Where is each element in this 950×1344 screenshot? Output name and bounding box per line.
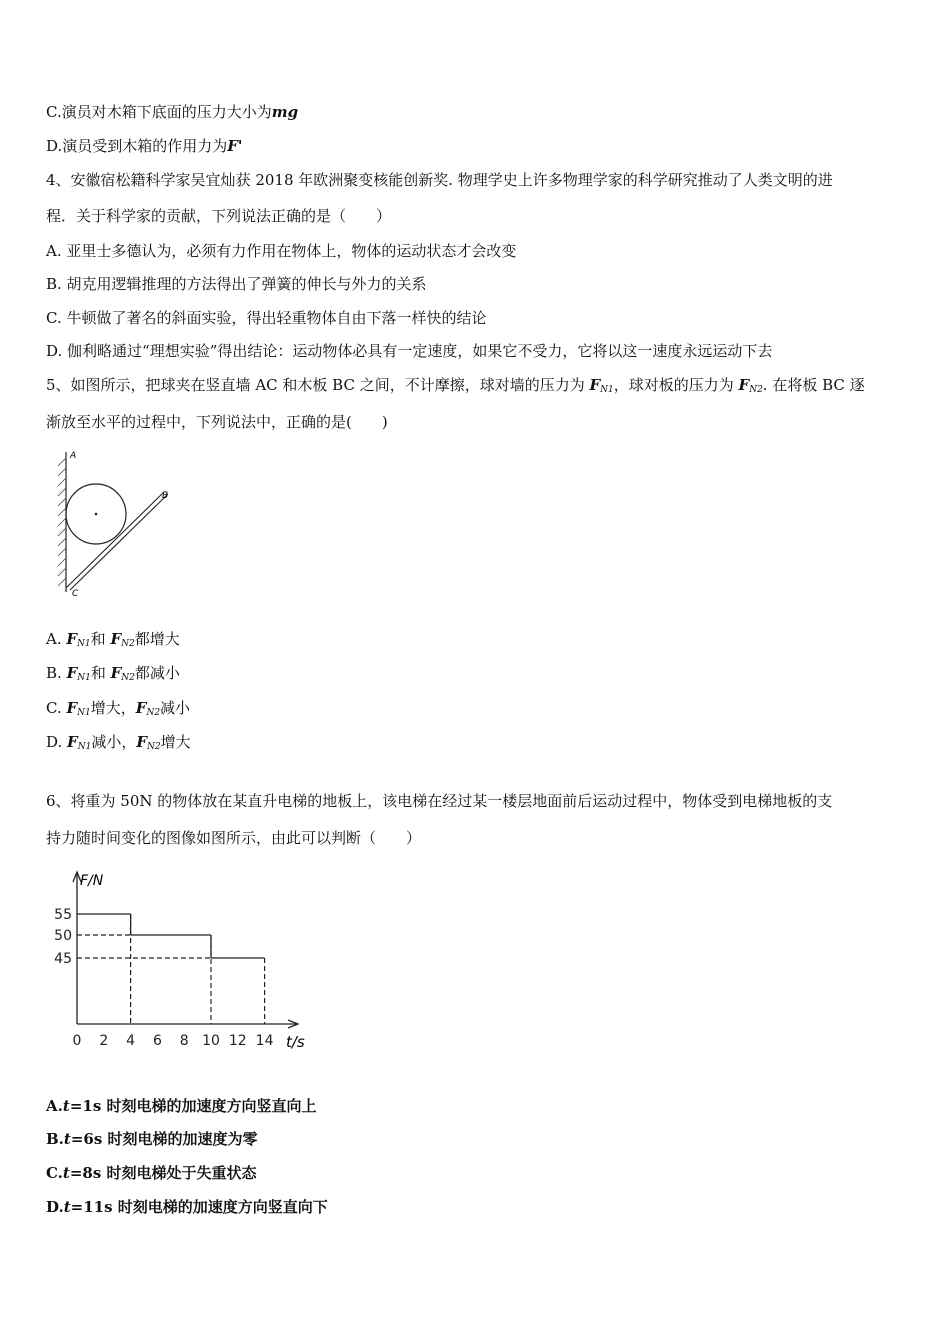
- q4-stem-line2: 程．关于科学家的贡献，下列说法正确的是（ ）: [46, 207, 392, 225]
- y-tick-label: 55: [54, 907, 72, 923]
- x-tick-label: 14: [255, 1033, 274, 1049]
- wall-hatching: [58, 452, 66, 592]
- q5-stem-line2: 渐放至水平的过程中，下列说法中，正确的是( ): [46, 413, 388, 431]
- label-a: A: [70, 451, 77, 461]
- chart-marks: [77, 914, 265, 1024]
- q5-stem-line1: 5、如图所示，把球夹在竖直墙 AC 和木板 BC 之间，不计摩擦，球对墙的压力为 $F_{N1}$，球对板的压力为 $F_{N2}$. 在将板 BC 逐: [46, 376, 865, 395]
- q5-wall-ball-figure: [52, 446, 182, 598]
- x-axis-label: t/s: [286, 1033, 305, 1051]
- q4-option-a: A. 亚里士多德认为，必须有力作用在物体上，物体的运动状态才会改变: [46, 242, 517, 260]
- x-tick-label: 2: [99, 1033, 109, 1049]
- q6-option-a: A.t=1s 时刻电梯的加速度方向竖直向上: [46, 1097, 317, 1115]
- q6-option-c: C.t=8s 时刻电梯处于失重状态: [46, 1164, 257, 1182]
- q6-option-d: D.t=11s 时刻电梯的加速度方向竖直向下: [46, 1198, 328, 1216]
- label-c: C: [72, 589, 79, 598]
- q6-option-b: B.t=6s 时刻电梯的加速度为零: [46, 1130, 258, 1148]
- q3-option-c: C.演员对木箱下底面的压力大小为mg: [46, 103, 299, 121]
- force-time-chart: [40, 864, 330, 1064]
- q4-option-c: C. 牛顿做了著名的斜面实验，得出轻重物体自由下落一样快的结论: [46, 309, 487, 327]
- ball-center: [95, 513, 98, 516]
- q5-option-d: D. $F_{N1}$减小，$F_{N2}$增大: [46, 733, 191, 752]
- y-tick-label: 45: [54, 951, 72, 967]
- q6-stem-line2: 持力随时间变化的图像如图所示，由此可以判断（ ）: [46, 829, 422, 847]
- q5-option-c: C. $F_{N1}$增大，$F_{N2}$减小: [46, 699, 191, 718]
- label-b: B: [162, 491, 169, 501]
- x-tick-label: 12: [228, 1033, 247, 1049]
- x-tick-label: 8: [179, 1033, 189, 1049]
- y-axis-label: F/N: [80, 873, 104, 889]
- x-tick-label: 0: [72, 1033, 82, 1049]
- q5-option-a: A. $F_{N1}$和 $F_{N2}$都增大: [46, 630, 180, 649]
- q4-option-b: B. 胡克用逻辑推理的方法得出了弹簧的伸长与外力的关系: [46, 275, 427, 293]
- q5-option-b: B. $F_{N1}$和 $F_{N2}$都减小: [46, 664, 180, 683]
- q4-stem-line1: 4、安徽宿松籍科学家吴宜灿获 2018 年欧洲聚变核能创新奖. 物理学史上许多物理学家的科学研究推动了人类文明的进: [46, 171, 833, 189]
- q4-option-d: D. 伽利略通过“理想实验”得出结论：运动物体必具有一定速度，如果它不受力，它将以这一速度永远运动下去: [46, 342, 773, 360]
- x-tick-label: 10: [202, 1033, 220, 1049]
- q6-stem-line1: 6、将重为 50N 的物体放在某直升电梯的地板上，该电梯在经过某一楼层地面前后运动过程中，物体受到电梯地板的支: [46, 792, 833, 810]
- chart-axes: [54, 872, 298, 1049]
- q3-option-d: D.演员受到木箱的作用力为F': [46, 137, 243, 155]
- x-tick-label: 4: [126, 1033, 136, 1049]
- y-tick-label: 50: [54, 928, 72, 944]
- x-tick-label: 6: [152, 1033, 162, 1049]
